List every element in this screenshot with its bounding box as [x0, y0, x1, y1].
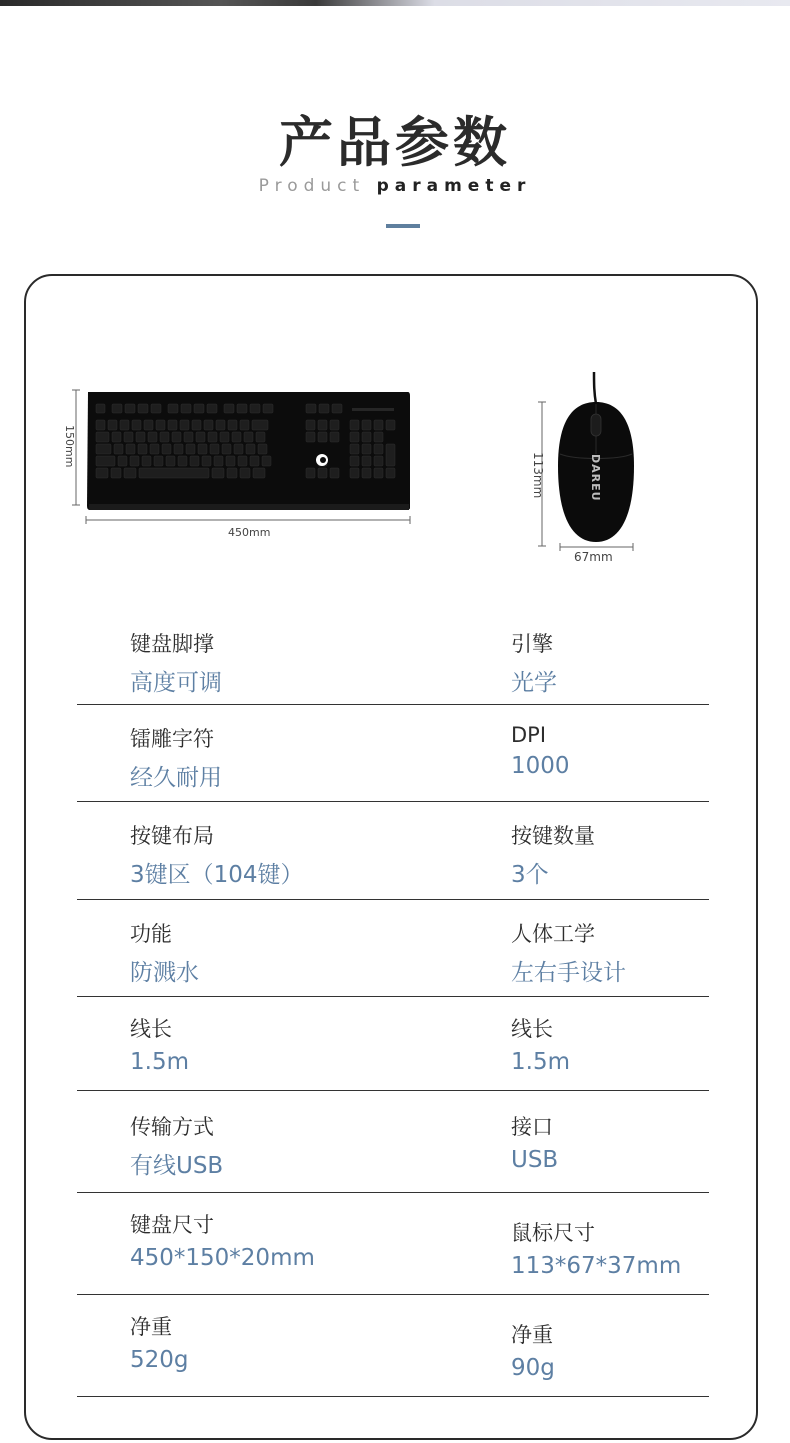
keyboard-key: [330, 432, 339, 442]
title-accent-bar: [386, 224, 420, 228]
spec-label: 键盘脚撑: [130, 632, 214, 656]
keyboard-key: [150, 444, 159, 454]
keyboard-height-label: 150mm: [63, 425, 76, 468]
subtitle-light: Product: [258, 176, 366, 196]
keyboard-key: [318, 468, 327, 478]
spec-value: 1000: [511, 753, 570, 779]
spec-value: 光学: [511, 670, 557, 696]
keyboard-key: [252, 420, 268, 430]
top-banner-strip: [0, 0, 790, 6]
keyboard-key: [126, 444, 135, 454]
spec-value: 3个: [511, 862, 549, 888]
keyboard-key: [96, 456, 115, 466]
spec-value: 90g: [511, 1355, 555, 1381]
keyboard-key: [362, 468, 371, 478]
keyboard-key: [180, 420, 189, 430]
keyboard-key: [96, 420, 105, 430]
spec-label: 线长: [130, 1017, 172, 1041]
keyboard-key: [306, 404, 316, 413]
keyboard-key: [350, 468, 359, 478]
keyboard-key: [132, 420, 141, 430]
keyboard-key: [210, 444, 219, 454]
keyboard-key: [142, 456, 151, 466]
spec-label: DPI: [511, 723, 547, 747]
keyboard-key: [125, 404, 135, 413]
keyboard-key: [138, 444, 147, 454]
keyboard-key: [253, 468, 265, 478]
keyboard-key: [207, 404, 217, 413]
keyboard-key: [156, 420, 165, 430]
spec-value: 520g: [130, 1347, 189, 1373]
keyboard-key: [306, 468, 315, 478]
keyboard-key: [374, 444, 383, 454]
spec-label: 引擎: [511, 632, 553, 656]
keyboard-key: [202, 456, 211, 466]
keyboard-key: [350, 444, 359, 454]
keyboard-key: [154, 456, 163, 466]
spec-label: 净重: [130, 1315, 172, 1339]
spec-value: 113*67*37mm: [511, 1253, 682, 1279]
keyboard-key: [330, 468, 339, 478]
keyboard-key: [124, 468, 136, 478]
spec-label: 传输方式: [130, 1115, 214, 1139]
spec-value: 高度可调: [130, 670, 222, 696]
keyboard-key: [374, 468, 383, 478]
keyboard-key: [362, 456, 371, 466]
keyboard-key: [237, 404, 247, 413]
keyboard-key: [112, 432, 121, 442]
spec-value: 3键区（104键）: [130, 862, 304, 888]
keyboard-key: [240, 420, 249, 430]
spec-value: 有线USB: [130, 1153, 224, 1179]
keyboard-key: [318, 420, 327, 430]
keyboard-key: [240, 468, 250, 478]
spec-row: [77, 1295, 709, 1397]
keyboard-key: [306, 432, 315, 442]
keyboard-key: [258, 444, 267, 454]
keyboard-key: [350, 432, 359, 442]
keyboard-key: [234, 444, 243, 454]
spec-row: [77, 997, 709, 1091]
page-title: 产品参数: [279, 111, 511, 174]
spec-row: [77, 900, 709, 997]
keyboard-key: [198, 444, 207, 454]
keyboard-key: [208, 432, 217, 442]
spec-row: [77, 802, 709, 900]
keyboard-key: [138, 404, 148, 413]
keyboard-key: [162, 444, 171, 454]
spec-value: 1.5m: [130, 1049, 189, 1075]
keyboard-key: [374, 432, 383, 442]
keyboard-width-label: 450mm: [228, 526, 271, 539]
keyboard-key: [166, 456, 175, 466]
keyboard-key: [214, 456, 223, 466]
spec-value: 经久耐用: [130, 765, 222, 791]
keyboard-key: [386, 444, 395, 466]
keyboard-key: [96, 468, 108, 478]
keyboard-key: [118, 456, 127, 466]
keyboard-key: [256, 432, 265, 442]
keyboard-key: [227, 468, 237, 478]
keyboard-key: [228, 420, 237, 430]
keyboard-key: [222, 444, 231, 454]
keyboard-key: [160, 432, 169, 442]
keyboard-key: [112, 404, 122, 413]
keyboard-key: [250, 456, 259, 466]
keyboard-key: [108, 420, 117, 430]
keyboard-key: [192, 420, 201, 430]
spec-row: [77, 612, 709, 705]
keyboard-key: [216, 420, 225, 430]
keyboard-key: [130, 456, 139, 466]
keyboard-key: [244, 432, 253, 442]
spec-row: [77, 705, 709, 802]
keyboard-key: [148, 432, 157, 442]
keyboard-key: [184, 432, 193, 442]
keyboard-key: [96, 404, 105, 413]
spec-label: 接口: [511, 1115, 553, 1139]
keyboard-key: [319, 404, 329, 413]
keyboard-key: [212, 468, 224, 478]
keyboard-key: [186, 444, 195, 454]
keyboard-key: [332, 404, 342, 413]
keyboard-key: [174, 444, 183, 454]
keyboard-key: [374, 420, 383, 430]
keyboard-key: [306, 420, 315, 430]
keyboard-key: [350, 420, 359, 430]
spec-label: 净重: [511, 1323, 553, 1347]
keyboard-key: [178, 456, 187, 466]
keyboard-key: [250, 404, 260, 413]
keyboard-key: [263, 404, 273, 413]
spec-value: 1.5m: [511, 1049, 570, 1075]
spec-label: 按键布局: [130, 824, 214, 848]
keyboard-key: [318, 432, 327, 442]
keyboard-key: [96, 444, 111, 454]
subtitle-dark: parameter: [376, 176, 532, 196]
keyboard-key: [386, 420, 395, 430]
keyboard-key: [194, 404, 204, 413]
keyboard-key: [96, 432, 109, 442]
keyboard-key: [136, 432, 145, 442]
keyboard-key: [168, 404, 178, 413]
keyboard-key: [196, 432, 205, 442]
spec-label: 功能: [130, 922, 172, 946]
keyboard-key: [330, 420, 339, 430]
keyboard-key: [168, 420, 177, 430]
keyboard-key: [172, 432, 181, 442]
spec-value: 左右手设计: [511, 960, 626, 986]
keyboard-key: [181, 404, 191, 413]
keyboard-key: [139, 468, 209, 478]
spec-label: 键盘尺寸: [130, 1213, 214, 1237]
keyboard-key: [111, 468, 121, 478]
keyboard-key: [262, 456, 271, 466]
spec-value: USB: [511, 1147, 559, 1173]
keyboard-key: [232, 432, 241, 442]
keyboard-key: [124, 432, 133, 442]
mouse-brand-text: DAREU: [589, 454, 602, 502]
keyboard-key: [226, 456, 235, 466]
spec-table: [77, 612, 709, 1397]
keyboard-key: [144, 420, 153, 430]
keyboard-key: [238, 456, 247, 466]
keyboard-key: [350, 456, 359, 466]
keyboard-key: [204, 420, 213, 430]
keyboard-key: [374, 456, 383, 466]
mouse-width-label: 67mm: [574, 550, 613, 564]
keyboard-key: [220, 432, 229, 442]
keyboard-image: [60, 380, 420, 530]
spec-row: [77, 1091, 709, 1193]
keyboard-key: [120, 420, 129, 430]
spec-value: 防溅水: [130, 960, 199, 986]
spec-value: 450*150*20mm: [130, 1245, 315, 1271]
keyboard-key: [151, 404, 161, 413]
keyboard-key: [362, 432, 371, 442]
mouse-height-label: 113mm: [531, 452, 545, 499]
keyboard-key: [224, 404, 234, 413]
page-subtitle: [0, 176, 790, 196]
keyboard-key: [362, 444, 371, 454]
keyboard-key: [190, 456, 199, 466]
keyboard-key: [362, 420, 371, 430]
spec-label: 鼠标尺寸: [511, 1221, 595, 1245]
keyboard-key: [386, 468, 395, 478]
keyboard-key: [246, 444, 255, 454]
spec-row: [77, 1193, 709, 1295]
spec-label: 线长: [511, 1017, 553, 1041]
spec-label: 镭雕字符: [130, 727, 214, 751]
spec-label: 按键数量: [511, 824, 595, 848]
spec-label: 人体工学: [511, 922, 595, 946]
keyboard-key: [114, 444, 123, 454]
